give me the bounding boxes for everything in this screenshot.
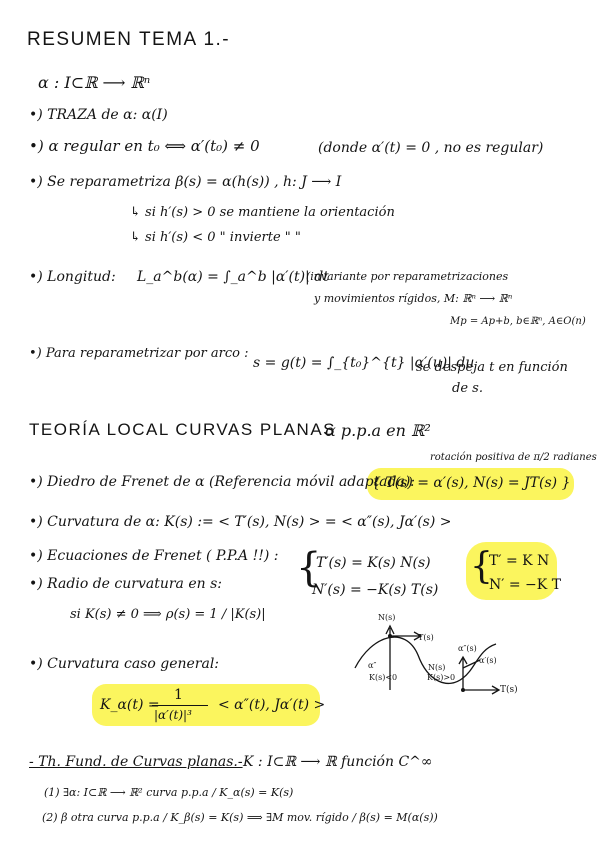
diagram-label-ts-top: T(s) [418,633,434,642]
reparam-line: •) Se reparametriza β(s) = α(h(s)) , h: J ⟶ I [29,174,342,190]
general-formula-num: 1 [174,687,183,703]
curve-definition: α : I⊂ℝ ⟶ ℝⁿ [38,73,151,92]
longitud-note-3: Mp = Ap+b, b∈ℝⁿ, A∈O(n) [450,316,586,327]
theorem-title: - Th. Fund. de Curvas planas.- [29,754,243,770]
frenet-box-brace: { [470,546,493,587]
frenet-label: •) Ecuaciones de Frenet ( P.P.A !!) : [29,548,279,564]
diagram-label-ap: α′(s) [479,656,497,665]
section-subtitle: α p.p.a en ℝ² [325,421,431,440]
diagram-label-kneg: K(s)<0 [369,673,398,682]
traza-line: •) TRAZA de α: α(I) [29,107,168,123]
longitud-formula: L_a^b(α) = ∫_a^b |α′(t)| dt [137,269,329,285]
section-title-planas: TEORÍA LOCAL CURVAS PLANAS [29,420,336,439]
curvature-definition: •) Curvatura de α: K(s) := < T′(s), N(s) > = < α″(s), Jα′(s) > [29,514,452,530]
general-curvature-label: •) Curvatura caso general: [29,656,220,672]
reparam-case-2: ↳ si h′(s) < 0 " invierte " " [130,230,301,245]
regular-note: (donde α′(t) = 0 , no es regular) [318,140,544,156]
page-title: RESUMEN TEMA 1.- [27,29,231,50]
arco-formula: s = g(t) = ∫_{t₀}^{t} |α′(u)| du [253,355,475,371]
radio-formula: si K(s) ≠ 0 ⟹ ρ(s) = 1 / |K(s)| [70,607,266,622]
regular-line: •) α regular en t₀ ⟺ α′(t₀) ≠ 0 [29,137,260,155]
general-formula-rhs: < α″(t), Jα′(t) > [218,697,326,713]
theorem-item-1: (1) ∃α: I⊂ℝ ⟶ ℝ² curva p.p.a / K_α(s) = K(s) [44,786,294,799]
rotation-note: rotación positiva de π/2 radianes [430,452,597,463]
diagram-label-kpos: K(s)>0 [427,673,456,682]
diedro-formula: { T(s) = α′(s), N(s) = JT(s) } [372,475,571,491]
longitud-note-1: (invariante por reparametrizaciones [306,270,509,283]
diagram-label-app-left: α″ [368,661,377,670]
frenet-brace: { [296,545,322,591]
frenet-eq-1: T′(s) = K(s) N(s) [316,555,431,571]
theorem-statement: K : I⊂ℝ ⟶ ℝ función C^∞ [243,754,433,770]
reparam-case-1: ↳ si h′(s) > 0 se mantiene la orientación [130,205,395,220]
diedro-label: •) Diedro de Frenet de α (Referencia móvil adaptada): [29,474,416,490]
diagram-label-ns: N(s) [378,613,396,622]
arco-note-1: se despeja t en función [416,360,568,375]
frenet-box-eq-2: N′ = −K T [489,577,562,593]
radio-label: •) Radio de curvatura en s: [29,576,222,592]
frenet-eq-2: N′(s) = −K(s) T(s) [312,582,439,598]
frenet-box-eq-1: T′ = K N [489,553,550,569]
general-formula-den: |α′(t)|³ [154,708,192,722]
theorem-item-2: (2) β otra curva p.p.a / K_β(s) = K(s) ⟹ ∃M mov. rígido / β(s) = M(α(s)) [42,811,438,824]
arco-note-2: de s. [452,381,483,396]
diagram-label-n-right: N(s) [428,663,446,672]
longitud-label: •) Longitud: [29,269,116,285]
longitud-note-2: y movimientos rígidos, M: ℝⁿ ⟶ ℝⁿ [314,292,513,305]
diagram-label-ts-right: T(s) [500,685,518,695]
general-formula-lhs: K_α(t) = [100,697,160,713]
arco-label: •) Para reparametrizar por arco : [29,346,249,361]
diagram-label-app: α″(s) [458,644,477,653]
